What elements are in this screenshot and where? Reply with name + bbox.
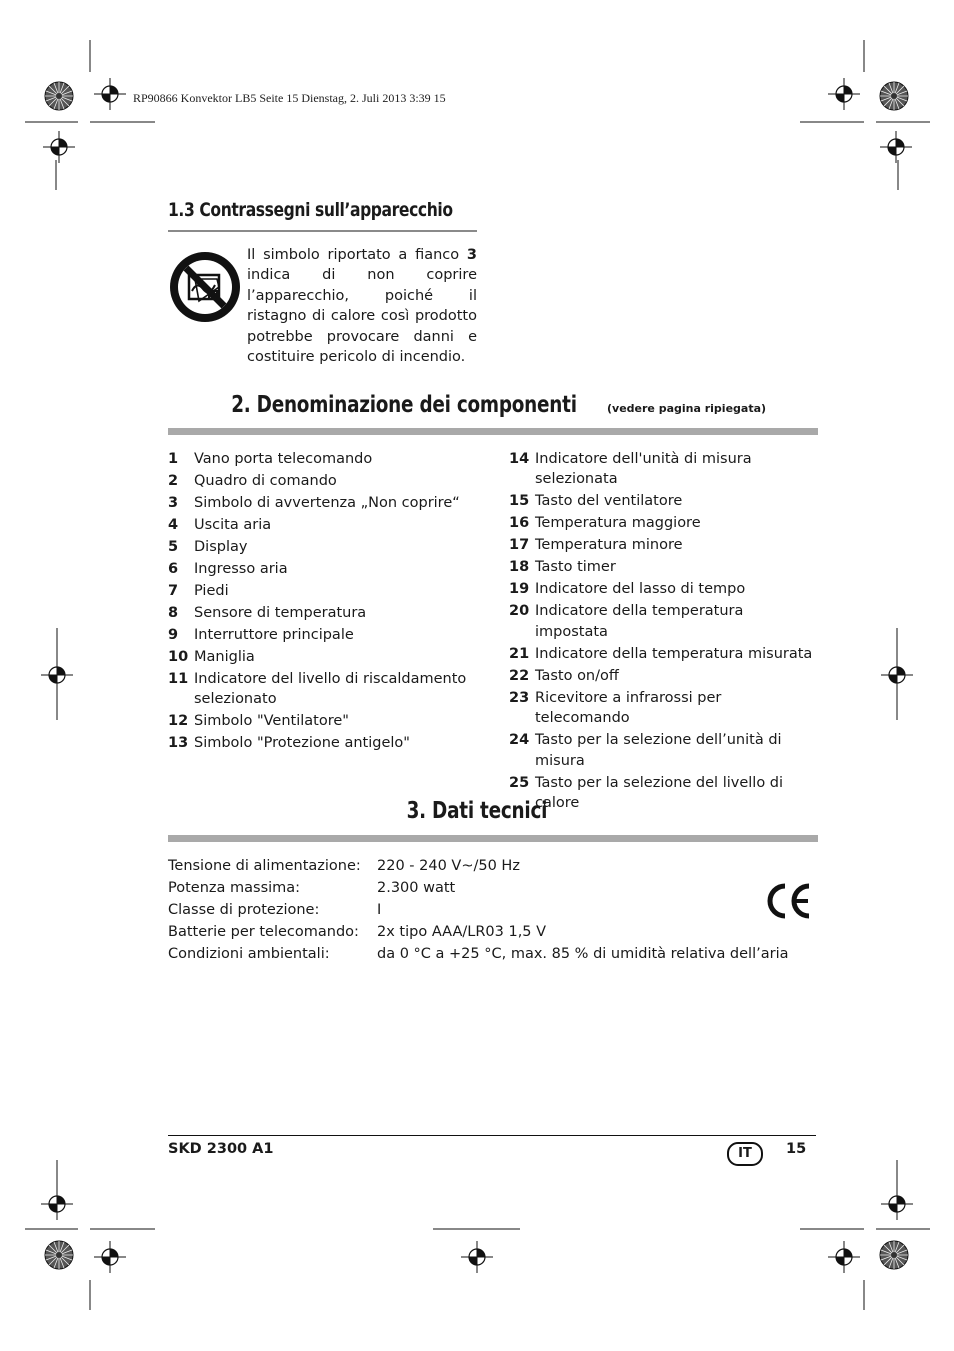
list-item: 12 Simbolo "Ventilatore" [168, 713, 349, 730]
tech-specs [168, 855, 789, 965]
components-list-left [168, 448, 468, 754]
section-2-subtitle: (vedere pagina ripiegata) [607, 402, 767, 415]
footer-rule [168, 1135, 816, 1136]
spec-row: Condizioni ambientali: da 0 °C a +25 °C, max. 85 % di umidità relativa dell’aria [168, 946, 789, 962]
section-3-heading [0, 798, 954, 824]
list-item: 1 Vano porta telecomando [168, 450, 373, 467]
list-item: 9 Interruttore principale [168, 626, 354, 643]
list-item: 11 Indicatore del livello di riscaldamento selezionato [168, 670, 467, 708]
list-item: 3 Simbolo di avvertenza „Non coprire“ [168, 494, 460, 511]
symbol-description: Il simbolo riportato a fianco 3 indica di non coprire l’apparecchio, poiché il ristagno di calore così prodotto potrebbe provocare danni e costituire pericolo di incendio. [247, 247, 477, 366]
list-item: 20 Indicatore della temperatura impostata [509, 603, 744, 640]
section-2-rule [168, 428, 818, 435]
footer-model: SKD 2300 A1 [168, 1141, 274, 1157]
list-item: 13 Simbolo "Protezione antigelo" [168, 735, 410, 752]
do-not-cover-icon [169, 251, 241, 323]
list-item: 17 Temperatura minore [509, 537, 683, 554]
list-item: 5 Display [168, 538, 248, 555]
list-item: 15 Tasto del ventilatore [509, 493, 683, 510]
components-list-right [509, 448, 814, 814]
list-item: 8 Sensore di temperatura [168, 604, 367, 621]
list-item: 10 Maniglia [168, 648, 255, 665]
list-item: 24 Tasto per la selezione dell’unità di misura [509, 732, 782, 769]
list-item: 22 Tasto on/off [509, 667, 619, 684]
list-item: 7 Piedi [168, 582, 229, 599]
section-1-3-title: 1.3 Contrassegni sull’apparecchio [168, 199, 453, 221]
list-item: 2 Quadro di comando [168, 472, 337, 489]
spec-row: Potenza massima: 2.300 watt [168, 880, 456, 896]
symbol-ref-number: 3 [466, 247, 477, 263]
list-item: 23 Ricevitore a infrarossi per telecomando [509, 689, 722, 727]
list-item: 25 Tasto per la selezione del livello di calore [509, 774, 784, 812]
list-item: 16 Temperatura maggiore [509, 515, 701, 532]
section-2-heading [0, 392, 954, 418]
language-badge: IT [727, 1142, 763, 1166]
list-item: 18 Tasto timer [509, 559, 616, 576]
page-number: 15 [786, 1141, 807, 1157]
spec-row: Batterie per telecomando: 2x tipo AAA/LR03 1,5 V [168, 924, 547, 940]
section-2-title: 2. Denominazione dei componenti [231, 392, 577, 418]
section-3-title: 3. Dati tecnici [406, 798, 548, 824]
section-1-3-rule [168, 230, 477, 232]
list-item: 4 Uscita aria [168, 516, 272, 533]
section-3-rule [168, 835, 818, 842]
spec-row: Classe di protezione: I [168, 902, 382, 918]
print-header: RP90866 Konvektor LB5 Seite 15 Dienstag, 2. Juli 2013 3:39 15 [133, 91, 446, 105]
spec-row: Tensione di alimentazione: 220 - 240 V~/50 Hz [168, 858, 520, 874]
list-item: 19 Indicatore del lasso di tempo [509, 581, 746, 598]
list-item: 21 Indicatore della temperatura misurata [509, 645, 813, 662]
list-item: 6 Ingresso aria [168, 560, 288, 577]
list-item: 14 Indicatore dell'unità di misura selezionata [509, 450, 752, 488]
ce-mark-icon [763, 882, 813, 920]
